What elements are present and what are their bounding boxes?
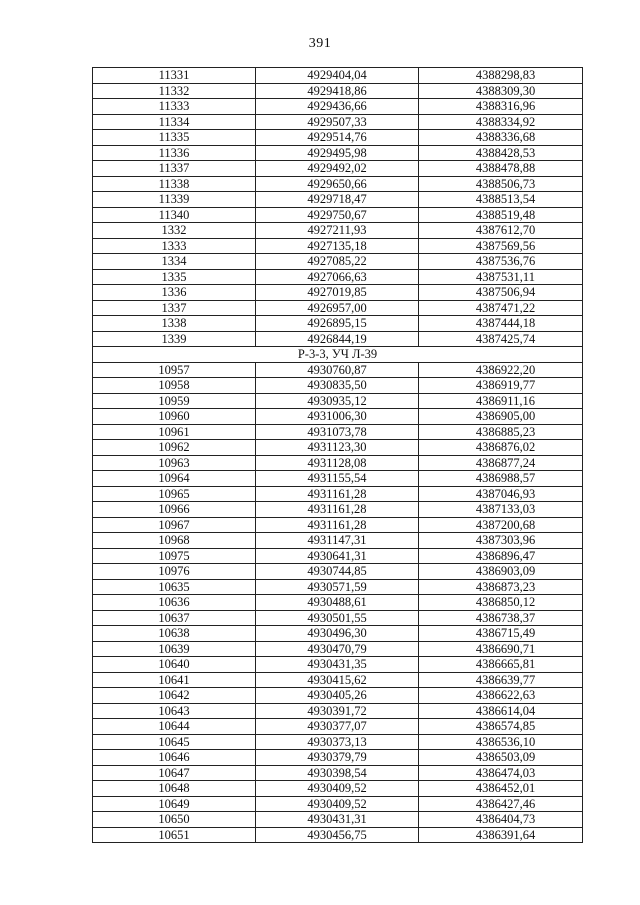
y-coordinate-cell: 4386391,64 xyxy=(419,827,583,843)
table-row xyxy=(93,68,583,84)
point-id-cell: 11335 xyxy=(93,130,256,146)
point-id-cell: 1336 xyxy=(93,285,256,301)
table-row xyxy=(93,130,583,146)
table-row xyxy=(93,455,583,471)
point-id-cell: 11331 xyxy=(93,68,256,84)
table-row xyxy=(93,688,583,704)
point-id-cell: 10635 xyxy=(93,579,256,595)
point-id-cell: 1339 xyxy=(93,331,256,347)
y-coordinate-cell: 4386911,16 xyxy=(419,393,583,409)
y-coordinate-cell: 4386988,57 xyxy=(419,471,583,487)
point-id-cell: 10646 xyxy=(93,750,256,766)
x-coordinate-cell: 4931155,54 xyxy=(256,471,419,487)
table-row xyxy=(93,750,583,766)
x-coordinate-cell: 4929718,47 xyxy=(256,192,419,208)
y-coordinate-cell: 4386876,02 xyxy=(419,440,583,456)
table-body-lower xyxy=(93,362,583,843)
x-coordinate-cell: 4929507,33 xyxy=(256,114,419,130)
table-row xyxy=(93,440,583,456)
table-row xyxy=(93,254,583,270)
table-row xyxy=(93,765,583,781)
point-id-cell: 10968 xyxy=(93,533,256,549)
y-coordinate-cell: 4386738,37 xyxy=(419,610,583,626)
table-row xyxy=(93,176,583,192)
table-row xyxy=(93,486,583,502)
x-coordinate-cell: 4930744,85 xyxy=(256,564,419,580)
y-coordinate-cell: 4388334,92 xyxy=(419,114,583,130)
table-row xyxy=(93,781,583,797)
point-id-cell: 1332 xyxy=(93,223,256,239)
y-coordinate-cell: 4386574,85 xyxy=(419,719,583,735)
point-id-cell: 1335 xyxy=(93,269,256,285)
table-row xyxy=(93,145,583,161)
table-row xyxy=(93,533,583,549)
y-coordinate-cell: 4386614,04 xyxy=(419,703,583,719)
y-coordinate-cell: 4388316,96 xyxy=(419,99,583,115)
table-row xyxy=(93,161,583,177)
y-coordinate-cell: 4386873,23 xyxy=(419,579,583,595)
x-coordinate-cell: 4926844,19 xyxy=(256,331,419,347)
point-id-cell: 10649 xyxy=(93,796,256,812)
y-coordinate-cell: 4387531,11 xyxy=(419,269,583,285)
y-coordinate-cell: 4386905,00 xyxy=(419,409,583,425)
y-coordinate-cell: 4386622,63 xyxy=(419,688,583,704)
page-number: 391 xyxy=(308,36,332,51)
x-coordinate-cell: 4929492,02 xyxy=(256,161,419,177)
section-row xyxy=(93,347,583,363)
table-row xyxy=(93,672,583,688)
table-row xyxy=(93,316,583,332)
y-coordinate-cell: 4386715,49 xyxy=(419,626,583,642)
section-header xyxy=(93,347,583,363)
point-id-cell: 10958 xyxy=(93,378,256,394)
point-id-cell: 10647 xyxy=(93,765,256,781)
table-row xyxy=(93,471,583,487)
point-id-cell: 11332 xyxy=(93,83,256,99)
x-coordinate-cell: 4930409,52 xyxy=(256,796,419,812)
table-row xyxy=(93,285,583,301)
point-id-cell: 10650 xyxy=(93,812,256,828)
point-id-cell: 1337 xyxy=(93,300,256,316)
section-label: Р-3-3, УЧ Л-39 xyxy=(93,347,583,363)
point-id-cell: 10643 xyxy=(93,703,256,719)
point-id-cell: 10962 xyxy=(93,440,256,456)
x-coordinate-cell: 4930488,61 xyxy=(256,595,419,611)
table-row xyxy=(93,83,583,99)
point-id-cell: 10967 xyxy=(93,517,256,533)
table-row xyxy=(93,719,583,735)
x-coordinate-cell: 4931123,30 xyxy=(256,440,419,456)
point-id-cell: 10957 xyxy=(93,362,256,378)
y-coordinate-cell: 4388519,48 xyxy=(419,207,583,223)
point-id-cell: 10651 xyxy=(93,827,256,843)
point-id-cell: 10960 xyxy=(93,409,256,425)
point-id-cell: 1334 xyxy=(93,254,256,270)
table-row xyxy=(93,300,583,316)
y-coordinate-cell: 4387536,76 xyxy=(419,254,583,270)
y-coordinate-cell: 4386877,24 xyxy=(419,455,583,471)
point-id-cell: 11337 xyxy=(93,161,256,177)
y-coordinate-cell: 4386919,77 xyxy=(419,378,583,394)
point-id-cell: 11340 xyxy=(93,207,256,223)
point-id-cell: 10966 xyxy=(93,502,256,518)
x-coordinate-cell: 4930379,79 xyxy=(256,750,419,766)
y-coordinate-cell: 4387425,74 xyxy=(419,331,583,347)
y-coordinate-cell: 4388298,83 xyxy=(419,68,583,84)
table-row xyxy=(93,331,583,347)
table-row xyxy=(93,703,583,719)
table-row xyxy=(93,564,583,580)
x-coordinate-cell: 4930373,13 xyxy=(256,734,419,750)
point-id-cell: 10645 xyxy=(93,734,256,750)
x-coordinate-cell: 4929750,67 xyxy=(256,207,419,223)
y-coordinate-cell: 4386427,46 xyxy=(419,796,583,812)
x-coordinate-cell: 4930431,35 xyxy=(256,657,419,673)
point-id-cell: 11336 xyxy=(93,145,256,161)
table-row xyxy=(93,99,583,115)
x-coordinate-cell: 4927211,93 xyxy=(256,223,419,239)
y-coordinate-cell: 4386850,12 xyxy=(419,595,583,611)
point-id-cell: 11334 xyxy=(93,114,256,130)
x-coordinate-cell: 4931128,08 xyxy=(256,455,419,471)
point-id-cell: 1338 xyxy=(93,316,256,332)
x-coordinate-cell: 4930835,50 xyxy=(256,378,419,394)
point-id-cell: 11339 xyxy=(93,192,256,208)
table-row xyxy=(93,207,583,223)
y-coordinate-cell: 4387506,94 xyxy=(419,285,583,301)
x-coordinate-cell: 4929495,98 xyxy=(256,145,419,161)
y-coordinate-cell: 4387612,70 xyxy=(419,223,583,239)
point-id-cell: 1333 xyxy=(93,238,256,254)
table-row xyxy=(93,114,583,130)
y-coordinate-cell: 4387200,68 xyxy=(419,517,583,533)
y-coordinate-cell: 4386922,20 xyxy=(419,362,583,378)
x-coordinate-cell: 4931073,78 xyxy=(256,424,419,440)
table-row xyxy=(93,502,583,518)
y-coordinate-cell: 4387444,18 xyxy=(419,316,583,332)
y-coordinate-cell: 4387569,56 xyxy=(419,238,583,254)
y-coordinate-cell: 4386903,09 xyxy=(419,564,583,580)
point-id-cell: 10642 xyxy=(93,688,256,704)
table-row xyxy=(93,812,583,828)
y-coordinate-cell: 4387046,93 xyxy=(419,486,583,502)
point-id-cell: 10641 xyxy=(93,672,256,688)
point-id-cell: 10963 xyxy=(93,455,256,471)
table-row xyxy=(93,796,583,812)
table-row xyxy=(93,734,583,750)
x-coordinate-cell: 4931006,30 xyxy=(256,409,419,425)
table-row xyxy=(93,223,583,239)
x-coordinate-cell: 4930377,07 xyxy=(256,719,419,735)
x-coordinate-cell: 4929418,86 xyxy=(256,83,419,99)
x-coordinate-cell: 4931147,31 xyxy=(256,533,419,549)
x-coordinate-cell: 4930760,87 xyxy=(256,362,419,378)
table-row xyxy=(93,424,583,440)
x-coordinate-cell: 4927135,18 xyxy=(256,238,419,254)
table-row xyxy=(93,579,583,595)
y-coordinate-cell: 4388336,68 xyxy=(419,130,583,146)
table-row xyxy=(93,827,583,843)
x-coordinate-cell: 4929650,66 xyxy=(256,176,419,192)
x-coordinate-cell: 4931161,28 xyxy=(256,502,419,518)
x-coordinate-cell: 4926957,00 xyxy=(256,300,419,316)
x-coordinate-cell: 4930641,31 xyxy=(256,548,419,564)
y-coordinate-cell: 4386896,47 xyxy=(419,548,583,564)
y-coordinate-cell: 4388428,53 xyxy=(419,145,583,161)
x-coordinate-cell: 4930431,31 xyxy=(256,812,419,828)
y-coordinate-cell: 4386474,03 xyxy=(419,765,583,781)
table-row xyxy=(93,657,583,673)
table-row xyxy=(93,626,583,642)
table-row xyxy=(93,378,583,394)
table-row xyxy=(93,641,583,657)
y-coordinate-cell: 4388309,30 xyxy=(419,83,583,99)
point-id-cell: 10965 xyxy=(93,486,256,502)
table-row xyxy=(93,238,583,254)
point-id-cell: 11333 xyxy=(93,99,256,115)
point-id-cell: 10975 xyxy=(93,548,256,564)
x-coordinate-cell: 4929514,76 xyxy=(256,130,419,146)
x-coordinate-cell: 4929436,66 xyxy=(256,99,419,115)
table-row xyxy=(93,517,583,533)
x-coordinate-cell: 4931161,28 xyxy=(256,517,419,533)
point-id-cell: 11338 xyxy=(93,176,256,192)
table-row xyxy=(93,548,583,564)
x-coordinate-cell: 4930935,12 xyxy=(256,393,419,409)
x-coordinate-cell: 4931161,28 xyxy=(256,486,419,502)
point-id-cell: 10959 xyxy=(93,393,256,409)
point-id-cell: 10640 xyxy=(93,657,256,673)
point-id-cell: 10648 xyxy=(93,781,256,797)
x-coordinate-cell: 4930415,62 xyxy=(256,672,419,688)
y-coordinate-cell: 4386536,10 xyxy=(419,734,583,750)
y-coordinate-cell: 4388478,88 xyxy=(419,161,583,177)
point-id-cell: 10637 xyxy=(93,610,256,626)
table-row xyxy=(93,192,583,208)
x-coordinate-cell: 4930409,52 xyxy=(256,781,419,797)
x-coordinate-cell: 4930405,26 xyxy=(256,688,419,704)
point-id-cell: 10639 xyxy=(93,641,256,657)
coordinates-table xyxy=(92,67,583,843)
y-coordinate-cell: 4386404,73 xyxy=(419,812,583,828)
x-coordinate-cell: 4930398,54 xyxy=(256,765,419,781)
point-id-cell: 10638 xyxy=(93,626,256,642)
y-coordinate-cell: 4388506,73 xyxy=(419,176,583,192)
table-body-upper xyxy=(93,68,583,347)
y-coordinate-cell: 4386503,09 xyxy=(419,750,583,766)
x-coordinate-cell: 4927019,85 xyxy=(256,285,419,301)
x-coordinate-cell: 4930456,75 xyxy=(256,827,419,843)
y-coordinate-cell: 4386665,81 xyxy=(419,657,583,673)
y-coordinate-cell: 4386690,71 xyxy=(419,641,583,657)
y-coordinate-cell: 4386452,01 xyxy=(419,781,583,797)
x-coordinate-cell: 4927066,63 xyxy=(256,269,419,285)
y-coordinate-cell: 4386885,23 xyxy=(419,424,583,440)
table-row xyxy=(93,610,583,626)
x-coordinate-cell: 4930470,79 xyxy=(256,641,419,657)
x-coordinate-cell: 4927085,22 xyxy=(256,254,419,270)
table-row xyxy=(93,362,583,378)
point-id-cell: 10976 xyxy=(93,564,256,580)
y-coordinate-cell: 4388513,54 xyxy=(419,192,583,208)
x-coordinate-cell: 4930571,59 xyxy=(256,579,419,595)
point-id-cell: 10644 xyxy=(93,719,256,735)
point-id-cell: 10964 xyxy=(93,471,256,487)
y-coordinate-cell: 4387471,22 xyxy=(419,300,583,316)
x-coordinate-cell: 4930391,72 xyxy=(256,703,419,719)
point-id-cell: 10636 xyxy=(93,595,256,611)
x-coordinate-cell: 4930501,55 xyxy=(256,610,419,626)
table-row xyxy=(93,409,583,425)
y-coordinate-cell: 4387303,96 xyxy=(419,533,583,549)
y-coordinate-cell: 4386639,77 xyxy=(419,672,583,688)
y-coordinate-cell: 4387133,03 xyxy=(419,502,583,518)
table-row xyxy=(93,269,583,285)
table-row xyxy=(93,595,583,611)
x-coordinate-cell: 4930496,30 xyxy=(256,626,419,642)
x-coordinate-cell: 4926895,15 xyxy=(256,316,419,332)
point-id-cell: 10961 xyxy=(93,424,256,440)
table-row xyxy=(93,393,583,409)
x-coordinate-cell: 4929404,04 xyxy=(256,68,419,84)
